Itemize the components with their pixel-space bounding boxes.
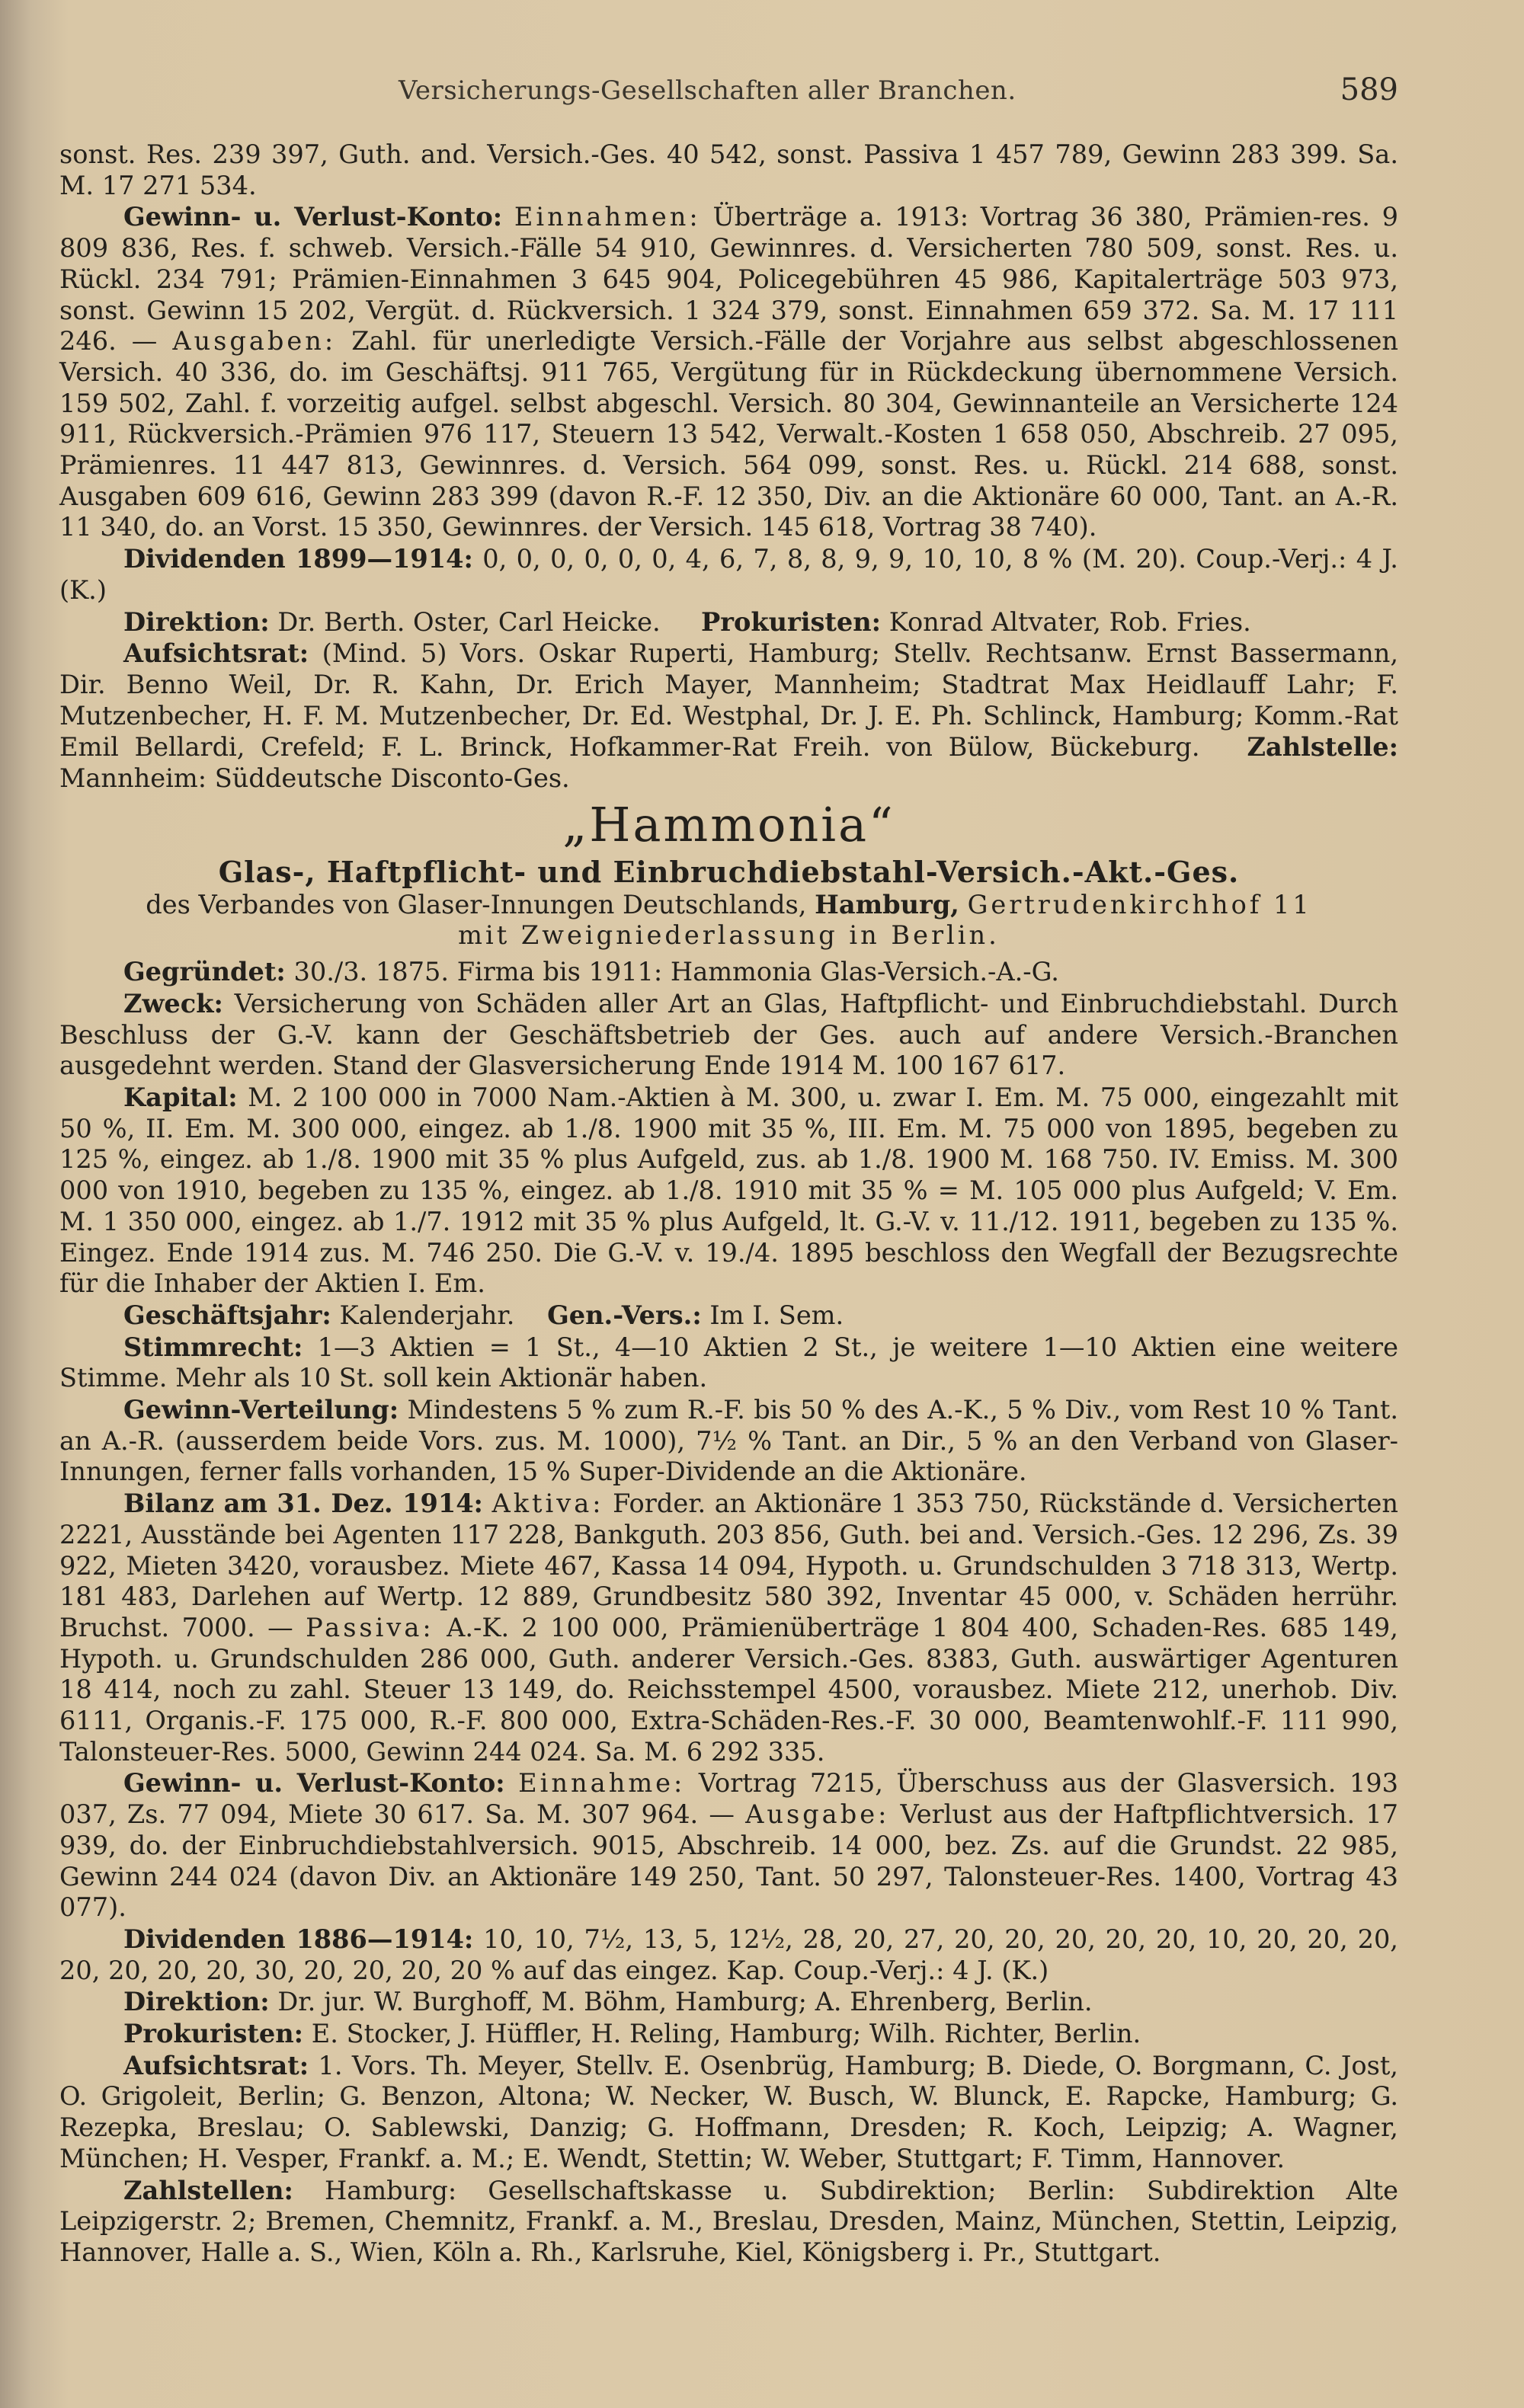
profit-distribution: Gewinn-Verteilung: Mindestens 5 % zum R.-F. bis 50 % des A.-K., 5 % Div., vom Rest 10 % Tant. an A.-R. (ausserdem beide Vors. zus. M. 1000), 7½ % Tant. an Dir., 5 % an den Verband von Glaser-Innungen, ferner falls vorhanden, 15 % Super-Dividende an die Aktionäre. [59,1394,1398,1487]
company-branch: mit Zweigniederlassung in Berlin. [458,920,1000,951]
company-name: „Hammonia“ [562,796,895,852]
company-subtitle: Glas-, Haftpflicht- und Einbruchdiebstahl-Versich.-Akt.-Ges. [218,854,1240,889]
page-header [59,72,1398,126]
hammonia-entry [59,795,1398,2269]
purpose: Zweck: Versicherung von Schäden aller Art an Glas, Haftpflicht- und Einbruchdiebstahl. Durch Beschluss der G.-V. kann der Geschäftsbetrieb der Ges. auch auf andere Versich.-Branchen ausgedehnt werden. Stand der Glasversicherung Ende 1914 M. 100 167 617. [59,987,1398,1081]
supervisory-board: Aufsichtsrat: 1. Vors. Th. Meyer, Stellv. E. Osenbrüg, Hamburg; B. Diede, O. Borgmann, C. Jost, O. Grigoleit, Berlin; G. Benzon, Altona; W. Necker, W. Busch, W. Blunck, E. Rapcke, Hamburg; G. Rezepka, Breslau; O. Sablewski, Danzig; G. Hoffmann, Dresden; R. Koch, Leipzig; A. Wagner, München; H. Vesper, Frankf. a. M.; E. Wendt, Stettin; W. Weber, Stuttgart; F. Timm, Hannover. [59,2049,1398,2173]
profit-loss-account: Gewinn- u. Verlust-Konto: Einnahme: Vortrag 7215, Überschuss aus der Glasversich. 193 037, Zs. 77 094, Miete 30 617. Sa. M. 307 964. — Ausgabe: Verlust aus der Haftpflichtversich. 17 939, do. der Einbruchdiebstahlversich. 9015, Abschreib. 14 000, bez. Zs. auf die Grundst. 22 985, Gewinn 244 024 (davon Div. an Aktionäre 149 250, Tant. 50 297, Talonsteuer-Res. 1400, Vortrag 43 077). [59,1767,1399,1923]
running-head: Versicherungs-Gesellschaften aller Branchen. [399,75,1017,106]
dividends: Dividenden 1899—1914: 0, 0, 0, 0, 0, 0, 4, 6, 7, 8, 8, 9, 9, 10, 10, 8 % (M. 20). Coup.-Verj.: 4 J. (K.) [59,543,1398,605]
page-number: 589 [1340,72,1398,107]
profit-loss-account: Gewinn- u. Verlust-Konto: Einnahmen: Überträge a. 1913: Vortrag 36 380, Prämien-res. 9 809 836, Res. f. schweb. Versich.-Fälle 54 910, Gewinnres. d. Versicherten 780 509, sonst. Res. u. Rückl. 234 791; Prämien-Einnahmen 3 645 904, Policegebühren 45 986, Kapitalerträge 503 973, sonst. Gewinn 15 202, Vergüt. d. Rückversich. 1 324 379, sonst. Einnahmen 659 372. Sa. M. 17 111 246. — Ausgaben: Zahl. für unerledigte Versich.-Fälle der Vorjahre aus selbst abgeschlossenen Versich. 40 336, do. im Geschäftsj. 911 765, Vergütung für in Rückdeckung übernommene Versich. 159 502, Zahl. f. vorzeitig aufgel. selbst abgeschl. Versich. 80 304, Gewinnanteile an Versicherte 124 911, Rückversich.-Prämien 976 117, Steuern 13 542, Verwalt.-Kosten 1 658 050, Abschreib. 27 095, Prämienres. 11 447 813, Gewinnres. d. Versich. 564 099, sonst. Res. u. Rückl. 214 688, sonst. Ausgaben 609 616, Gewinn 283 399 (davon R.-F. 12 350, Div. an die Aktionäre 60 000, Tant. an A.-R. 11 340, do. an Vorst. 15 350, Gewinnres. der Versich. 145 618, Vortrag 38 740). [59,201,1398,542]
dividends: Dividenden 1886—1914: 10, 10, 7½, 13, 5, 12½, 28, 20, 27, 20, 20, 20, 20, 20, 10, 20, 20, 20, 20, 20, 20, 20, 30, 20, 20, 20, 20 % auf das eingez. Kap. Coup.-Verj.: 4 J. (K.) [59,1923,1398,1985]
paying-agents: Zahlstellen: Hamburg: Gesellschaftskasse u. Subdirektion; Berlin: Subdirektion Alte Leipzigerstr. 2; Bremen, Chemnitz, Frankf. a. M., Breslau, Dresden, Mainz, München, Stettin, Leipzig, Hannover, Halle a. S., Wien, Köln a. Rh., Karlsruhe, Kiel, Königsberg i. Pr., Stuttgart. [59,2174,1398,2267]
supervisory-board: Aufsichtsrat: (Mind. 5) Vors. Oskar Ruperti, Hamburg; Stellv. Rechtsanw. Ernst Bassermann, Dir. Benno Weil, Dr. R. Kahn, Dr. Erich Mayer, Mannheim; Stadtrat Max Heidlauff Lahr; F. Mutzenbecher, H. F. M. Mutzenbecher, Dr. Ed. Westphal, Dr. J. E. Ph. Schlinck, Hamburg; Komm.-Rat Emil Bellardi, Crefeld; F. L. Brinck, Hofkammer-Rat Freih. von Bülow, Bückeburg. Zahlstelle: Mannheim: Süddeutsche Disconto-Ges. [59,638,1398,794]
management: Direktion: Dr. Berth. Oster, Carl Heicke. Prokuristen: Konrad Altvater, Rob. Fries. [123,606,1251,637]
company-address: des Verbandes von Glaser-Innungen Deutschlands, Hamburg, Gertrudenkirchhof 11 [146,888,1312,919]
balance-sheet: Bilanz am 31. Dez. 1914: Aktiva: Forder. an Aktionäre 1 353 750, Rückstände d. Versicherten 2221, Ausstände bei Agenten 117 228, Bankguth. 203 856, Guth. bei and. Versich.-Ges. 12 296, Zs. 39 922, Mieten 3420, vorausbez. Miete 467, Kassa 14 094, Hypoth. u. Grundschulden 3 718 313, Wertp. 181 483, Darlehen auf Wertp. 12 889, Grundbesitz 580 392, Inventar 45 000, v. Schäden herrühr. Bruchst. 7000. — Passiva: A.-K. 2 100 000, Prämienüberträge 1 804 400, Schaden-Res. 685 149, Hypoth. u. Grundschulden 286 000, Guth. anderer Versich.-Ges. 8383, Guth. auswärtiger Agenturen 18 414, noch zu zahl. Steuer 13 149, do. Reichsstempel 4500, vorausbez. Miete 212, unerhob. Div. 6111, Organis.-F. 175 000, R.-F. 800 000, Extra-Schäden-Res.-F. 30 000, Beamtenwohlf.-F. 111 990, Talonsteuer-Res. 5000, Gewinn 244 024. Sa. M. 6 292 335. [59,1488,1398,1767]
previous-company-entry [59,139,1398,795]
voting-rights: Stimmrecht: 1—3 Aktien = 1 St., 4—10 Aktien 2 St., je weitere 1—10 Aktien eine weitere Stimme. Mehr als 10 St. soll kein Aktionär haben. [59,1331,1398,1393]
balance-continuation: sonst. Res. 239 397, Guth. and. Versich.-Ges. 40 542, sonst. Passiva 1 457 789, Gewinn 283 399. Sa. M. 17 271 534. [59,139,1398,200]
founded: Gegründet: 30./3. 1875. Firma bis 1911: Hammonia Glas-Versich.-A.-G. [123,956,1059,987]
capital: Kapital: M. 2 100 000 in 7000 Nam.-Aktien à M. 300, u. zwar I. Em. M. 75 000, eingezahlt mit 50 %, II. Em. M. 300 000, eingez. ab 1./8. 1900 mit 35 %, III. Em. M. 75 000 von 1895, begeben zu 125 %, eingez. ab 1./8. 1900 mit 35 % plus Aufgeld, zus. ab 1./8. 1900 M. 168 750. IV. Emiss. M. 300 000 von 1910, begeben zu 135 %, eingez. ab 1./8. 1910 mit 35 % = M. 105 000 plus Aufgeld; V. Em. M. 1 350 000, eingez. ab 1./7. 1912 mit 35 % plus Aufgeld, lt. G.-V. v. 11./12. 1911, begeben zu 135 %. Eingez. Ende 1914 zus. M. 746 250. Die G.-V. v. 19./4. 1895 beschloss den Wegfall der Bezugsrechte für die Inhaber der Aktien I. Em. [59,1081,1398,1299]
authorized-officers: Prokuristen: E. Stocker, J. Hüffler, H. Reling, Hamburg; Wilh. Richter, Berlin. [123,2018,1141,2049]
management: Direktion: Dr. jur. W. Burghoff, M. Böhm, Hamburg; A. Ehrenberg, Berlin. [123,1986,1093,2017]
business-year: Geschäftsjahr: Kalenderjahr. Gen.-Vers.: Im I. Sem. [123,1299,844,1330]
